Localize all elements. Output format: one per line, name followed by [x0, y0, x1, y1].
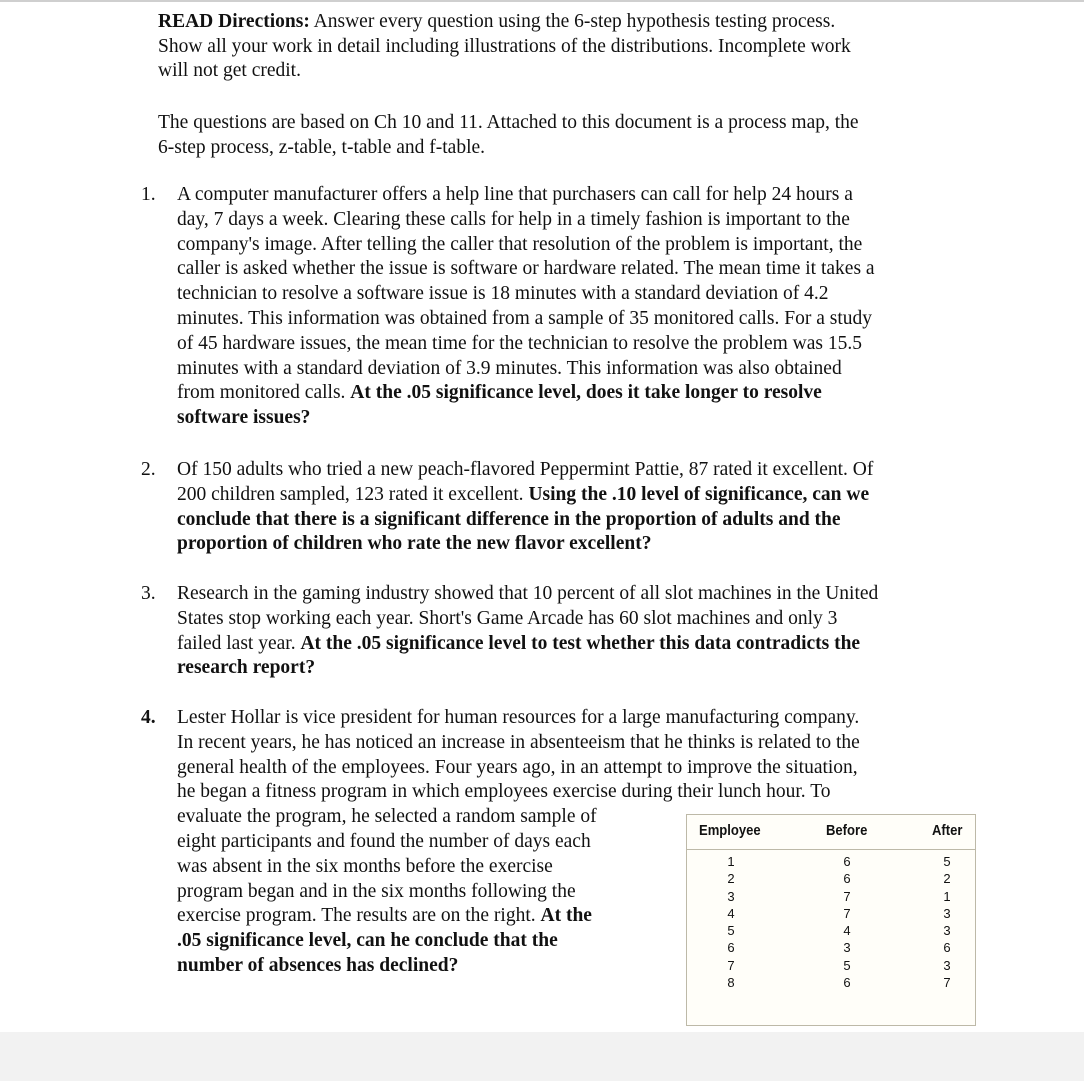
employee-column [711, 853, 751, 991]
table-cell: 6 [727, 940, 735, 956]
table-cell: 4 [843, 923, 851, 939]
question-line: In recent years, he has noticed an increase in absenteeism that he thinks is related to the [177, 731, 860, 753]
question-line: general health of the employees. Four years ago, in an attempt to improve the situation, [177, 756, 858, 778]
question-emphasis: research report? [177, 657, 316, 679]
intro-line-2: 6-step process, z-table, t-table and f-table. [158, 136, 486, 158]
table-cell: 6 [843, 975, 851, 991]
question-line: he began a fitness program in which employees exercise during their lunch hour. To [177, 781, 831, 803]
question-text: 200 children sampled, 123 rated it excellent. [177, 483, 529, 505]
table-cell: 2 [727, 871, 735, 887]
table-cell: 5 [727, 923, 735, 939]
table-cell: 3 [843, 940, 851, 956]
table-cell: 3 [727, 888, 735, 904]
question-line: was absent in the six months before the exercise [177, 855, 553, 877]
table-cell: 3 [943, 905, 951, 921]
question-line: technician to resolve a software issue is 18 minutes with a standard deviation of 4.2 [177, 283, 829, 305]
question-emphasis: software issues? [177, 407, 311, 429]
question-emphasis: Using the .10 level of significance, can we [528, 483, 870, 505]
directions-line-3: will not get credit. [158, 60, 301, 81]
question-line: minutes with a standard deviation of 3.9 minutes. This information was also obtained [177, 357, 842, 379]
question-1 [141, 183, 875, 431]
table-cell: 2 [943, 871, 951, 887]
question-line: eight participants and found the number of days each [177, 830, 591, 852]
question-line: States stop working each year. Short's Game Arcade has 60 slot machines and only 3 [177, 607, 838, 629]
bottom-strip [0, 1032, 1084, 1081]
question-emphasis: .05 significance level, can he conclude that the [177, 930, 558, 952]
question-emphasis: number of absences has declined? [177, 954, 459, 976]
header-after: After [932, 823, 963, 839]
question-number: 3. [141, 583, 156, 604]
intro-line-1: The questions are based on Ch 10 and 11. Attached to this document is a process map, the [158, 112, 859, 133]
directions-line-2: Show all your work in detail including illustrations of the distributions. Incomplete work [158, 35, 851, 57]
question-line: program began and in the six months following the [177, 880, 576, 902]
question-line: day, 7 days a week. Clearing these calls for help in a timely fashion is important to the [177, 208, 850, 230]
question-emphasis: At the .05 significance level, does it take longer to resolve [350, 382, 822, 404]
question-line: of 45 hardware issues, the mean time for the technician to resolve the problem was 15.5 [177, 332, 862, 354]
table-cell: 7 [843, 905, 851, 921]
intro [158, 111, 859, 160]
question-line: caller is asked whether the issue is software or hardware related. The mean time it takes a [177, 258, 875, 280]
question-emphasis: conclude that there is a significant difference in the proportion of adults and the [177, 508, 841, 530]
table-cell: 7 [843, 888, 851, 904]
top-border [0, 0, 1084, 2]
question-line: evaluate the program, he selected a random sample of [177, 806, 597, 828]
question-emphasis: proportion of children who rate the new flavor excellent? [177, 533, 652, 555]
table-cell: 7 [727, 957, 735, 973]
question-text: from monitored calls. [177, 382, 351, 404]
table-cell: 1 [727, 854, 735, 869]
table-cell: 6 [843, 871, 851, 887]
directions-label: READ Directions: [158, 11, 310, 32]
question-line: A computer manufacturer offers a help line that purchasers can call for help 24 hours a [177, 184, 853, 205]
question-emphasis: At the .05 significance level to test whether this data contradicts the [300, 632, 861, 654]
directions [158, 10, 851, 84]
question-line: company's image. After telling the caller that resolution of the problem is important, the [177, 233, 863, 255]
header-employee: Employee [699, 823, 761, 839]
question-emphasis: At the [540, 905, 592, 927]
table-cell: 6 [943, 940, 951, 956]
table-cell: 5 [943, 854, 951, 869]
table-cell: 7 [943, 975, 951, 991]
table-cell: 8 [727, 975, 735, 991]
table-cell: 3 [943, 923, 951, 939]
before-column [827, 853, 867, 991]
question-text: failed last year. [177, 632, 301, 654]
table-cell: 5 [843, 957, 851, 973]
directions-line-1: Answer every question using the 6-step hypothesis testing process. [313, 11, 836, 32]
table-header [687, 815, 975, 850]
table-cell: 3 [943, 957, 951, 973]
question-line: Research in the gaming industry showed that 10 percent of all slot machines in the United [177, 583, 879, 604]
question-number: 2. [141, 459, 156, 480]
question-line: Of 150 adults who tried a new peach-flavored Peppermint Pattie, 87 rated it excellent. Of [177, 459, 874, 480]
question-line: Lester Hollar is vice president for human resources for a large manufacturing company. [177, 707, 860, 728]
question-number: 1. [141, 184, 156, 205]
absence-table [686, 814, 976, 1026]
table-cell: 6 [843, 854, 851, 869]
question-text: exercise program. The results are on the right. [177, 905, 541, 927]
question-number: 4. [141, 707, 156, 728]
question-2 [141, 458, 874, 557]
question-3 [141, 582, 879, 681]
header-before: Before [826, 823, 868, 839]
table-cell: 4 [727, 905, 735, 921]
after-column [927, 853, 967, 991]
table-cell: 1 [943, 888, 951, 904]
question-line: minutes. This information was obtained from a sample of 35 monitored calls. For a study [177, 307, 873, 329]
